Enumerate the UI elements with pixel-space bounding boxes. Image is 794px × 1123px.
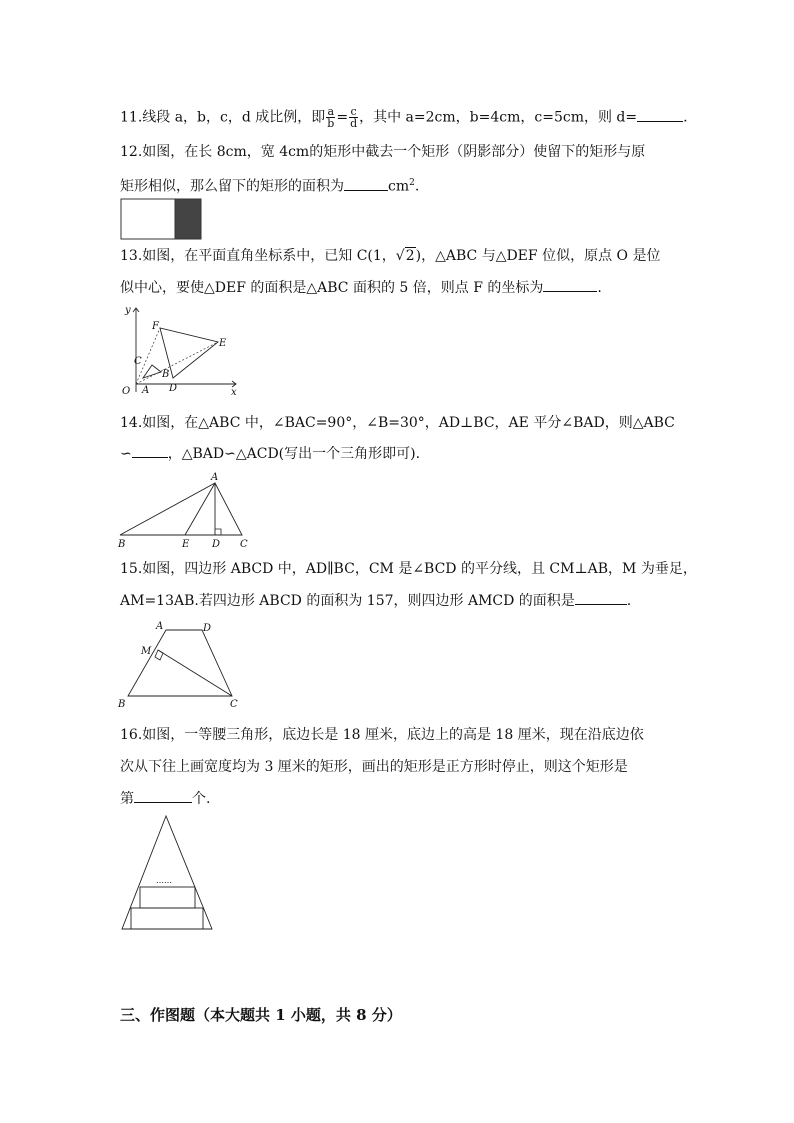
svg-text:C: C (134, 356, 142, 367)
q15-quadrilateral-figure (114, 616, 248, 710)
svg-text:x: x (231, 387, 237, 396)
svg-text:A: A (156, 621, 164, 632)
q14-triangle-figure (114, 470, 258, 550)
q16-triangle-figure (116, 812, 220, 936)
q13-line1: 13.如图，在平面直角坐标系中，已知 C(1，√2)，△ABC 与△DEF 位似，原点 O 是位 (120, 248, 661, 264)
svg-text:M: M (141, 646, 152, 657)
svg-text:C: C (230, 699, 238, 710)
sqrt-icon: √ (395, 248, 405, 264)
svg-text:y: y (125, 305, 131, 316)
isosceles-triangle (122, 816, 212, 929)
q14-line1: 14.如图，在△ABC 中，∠BAC=90°，∠B=30°，AD⊥BC，AE 平分∠BAD，则△ABC (120, 415, 675, 431)
q12-line2: 矩形相似，那么留下的矩形的面积为 $cm^2$. (120, 173, 419, 197)
q12-answer-blank[interactable] (344, 176, 388, 191)
bottom-rectangle (131, 908, 203, 929)
q11-fraction-a-b: $\frac{a}{b}$ (327, 105, 335, 130)
right-angle-mark (215, 529, 221, 535)
q11-post: ，其中 a=2cm，b=4cm，c=5cm，则 d= (359, 109, 638, 126)
q11-answer-blank[interactable] (637, 107, 683, 122)
svg-text:D: D (169, 383, 178, 394)
svg-text:B: B (162, 369, 170, 380)
svg-text:C: C (240, 539, 248, 550)
svg-text:E: E (182, 539, 190, 550)
right-angle-mark (155, 650, 163, 660)
q14-answer-blank[interactable] (132, 443, 168, 458)
second-rectangle (140, 887, 195, 908)
segment-cm (158, 650, 232, 696)
q16-line2: 次从下往上画宽度均为 3 厘米的矩形，画出的矩形是正方形时停止，则这个矩形是 (120, 759, 628, 775)
q11-pre: 11.线段 a，b，c，d 成比例，即 (120, 109, 326, 126)
svg-text:E: E (219, 338, 227, 349)
svg-text:B: B (118, 699, 126, 710)
svg-text:F: F (152, 321, 159, 332)
q13-coordinate-figure (116, 302, 240, 396)
svg-text:D: D (203, 623, 212, 634)
q14-line2: ∽ ，△BAD∽△ACD(写出一个三角形即可). (120, 443, 420, 464)
svg-text:A: A (142, 385, 150, 396)
q16-answer-blank[interactable] (134, 788, 192, 803)
q11-text: 11.线段 a，b，c，d 成比例，即 $\frac{a}{b}$ = $\frac{c}{d}$ ，其中 a=2cm，b=4cm，c=5cm，则 d= . (120, 105, 688, 130)
q15-answer-blank[interactable] (575, 590, 627, 605)
q13-answer-blank[interactable] (543, 277, 597, 292)
q15-line2: AM=13AB.若四边形 ABCD 的面积为 157，则四边形 AMCD 的面积是 . (120, 590, 631, 611)
q16-line3: 第 个. (120, 788, 210, 809)
svg-text:D: D (212, 539, 221, 550)
triangle-abc (120, 483, 242, 535)
q11-fraction-c-d: $\frac{c}{d}$ (350, 105, 358, 130)
svg-text:O: O (122, 386, 131, 396)
q12-shaded-rectangle (175, 199, 201, 239)
q16-ellipsis: …… (156, 876, 172, 885)
svg-text:B: B (118, 539, 126, 550)
q12-line1: 12.如图，在长 8cm，宽 4cm的矩形中截去一个矩形（阴影部分）使留下的矩形与原 (120, 144, 646, 160)
q13-line2: 似中心，要使△DEF 的面积是△ABC 面积的 5 倍，则点 F 的坐标为 . (120, 277, 602, 298)
section-3-title: 三、作图题（本大题共 1 小题，共 8 分） (120, 1006, 402, 1024)
q16-line1: 16.如图，一等腰三角形，底边长是 18 厘米，底边上的高是 18 厘米，现在沿底边依 (120, 727, 644, 743)
q12-rectangle-figure (120, 198, 204, 242)
q15-line1: 15.如图，四边形 ABCD 中，AD∥BC，CM 是∠BCD 的平分线，且 CM⊥AB，M 为垂足， (120, 561, 697, 577)
svg-text:A: A (211, 472, 219, 483)
